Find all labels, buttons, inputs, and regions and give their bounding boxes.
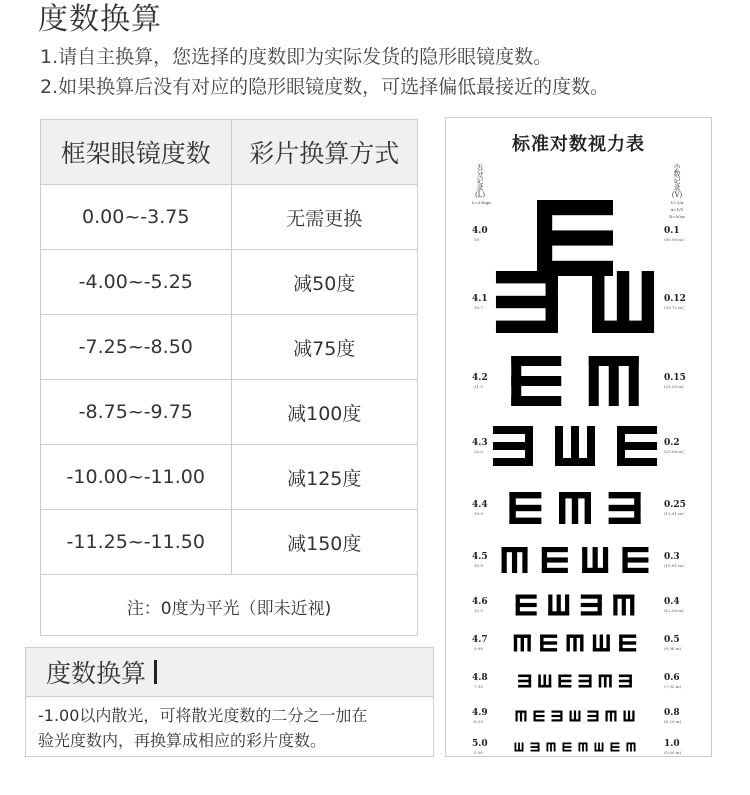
right-acuity-value: 0.2 [664,438,680,448]
optotype-stroke [629,356,639,406]
optotype-m-icon [567,635,584,652]
table-row [41,185,417,250]
optotype-m-icon [589,356,639,406]
right-acuity-sub: (6.29 m) [664,719,682,724]
optotype-stroke [540,635,557,638]
right-acuity-sub: (39.72 m) [664,305,684,310]
left-header-formula: L=5-logα [472,200,491,205]
optotype-stroke [538,675,541,688]
optotype-m-icon [579,743,588,752]
astigmatism-line-1: -1.00以内散光，可将散光度数的二分之一加在 [38,706,368,725]
optotype-stroke [522,743,524,752]
note-line-1: 1.请自主换算，您选择的度数即为实际发货的隐形眼镜度数。 [40,46,553,68]
left-acuity-value: 4.7 [472,635,488,645]
left-header-char: 录 [476,184,484,192]
right-header-char: 数 [673,170,681,178]
optotype-stroke [593,635,596,652]
optotype-m-icon [613,595,634,616]
optotype-stroke [516,711,518,722]
left-header-char: 记 [476,177,484,185]
optotype-stroke [549,675,552,688]
optotype-w-icon [624,711,635,722]
heading-bar-decoration [154,660,157,684]
header-conversion-method: 彩片换算方式 [249,139,400,168]
right-acuity-sub: (25.06 m) [664,449,684,454]
optotype-stroke [622,568,648,573]
eye-chart [445,117,712,757]
optotype-stroke [619,641,636,644]
optotype-stroke [565,595,569,616]
left-header-char: 五 [476,163,484,171]
optotype-stroke [614,711,616,722]
optotype-stroke [588,719,599,721]
left-acuity-sub: 12.5 [474,608,483,613]
optotype-stroke [581,611,602,615]
cell-range: -10.00~-11.00 [41,445,232,509]
optotype-stroke [628,711,630,722]
optotype-stroke [602,743,604,752]
left-acuity-sub: 15.8 [474,563,483,568]
optotype-stroke [493,426,533,434]
optotype-stroke [622,557,648,562]
right-acuity-sub: (31.55 m) [664,384,684,389]
optotype-stroke [606,711,608,722]
optotype-stroke [624,711,626,722]
optotype-stroke [582,547,587,573]
right-acuity-value: 0.4 [664,597,680,607]
optotype-stroke [630,595,634,616]
right-acuity-value: 0.12 [664,294,686,304]
left-acuity-value: 4.9 [472,708,488,718]
optotype-stroke [572,492,578,524]
right-acuity-sub: (12.56 m) [664,608,684,613]
optotype-stroke [515,743,517,752]
optotype-stroke [619,635,636,638]
optotype-stroke [588,711,599,713]
optotype-stroke [552,719,563,721]
left-acuity-sub: 50 [474,237,480,242]
right-acuity-sub: (7.92 m) [664,684,682,689]
optotype-stroke [611,746,620,748]
cell-range: -4.00~-5.25 [41,250,232,314]
optotype-stroke [613,595,617,616]
table-header [41,120,417,185]
optotype-three-icon [588,711,599,722]
astigmatism-line-2: 验光度数内，再换算成相应的彩片度数。 [38,731,327,750]
optotype-three-icon [581,595,602,616]
optotype-stroke [511,376,561,386]
optotype-stroke [606,635,609,652]
optotype-stroke [571,426,579,466]
optotype-stroke [563,746,572,748]
left-acuity-sub: 6.29 [474,719,483,724]
optotype-three-icon [493,426,533,466]
optotype-m-icon [559,492,591,524]
optotype-stroke [509,505,541,511]
optotype-stroke [609,505,641,511]
optotype-stroke [600,635,603,652]
optotype-stroke [585,492,591,524]
optotype-w-icon [582,547,608,573]
optotype-three-icon [531,743,540,752]
optotype-stroke [634,743,636,752]
table-row [41,315,417,380]
optotype-three-icon [579,675,592,688]
optotype-stroke [558,675,571,678]
optotype-stroke [622,595,626,616]
optotype-stroke [540,641,557,644]
right-header-char: 小 [673,163,681,171]
optotype-stroke [547,743,549,752]
right-acuity-value: 0.6 [664,673,680,683]
optotype-stroke [630,743,632,752]
optotype-stroke [570,711,572,722]
optotype-stroke [518,685,531,688]
optotype-stroke [617,426,657,434]
optotype-stroke [627,743,629,752]
optotype-stroke [599,675,602,688]
optotype-stroke [586,743,588,752]
optotype-e-icon [540,635,557,652]
optotype-stroke [534,711,545,713]
optotype-e-icon [611,743,620,752]
optotype-stroke [518,675,531,678]
optotype-stroke [493,442,533,450]
optotype-three-icon [518,675,531,688]
optotype-stroke [534,715,545,717]
optotype-stroke [598,743,600,752]
cell-method: 减125度 [287,467,362,490]
optotype-stroke [558,685,571,688]
page-title: 度数换算 [38,2,162,37]
table-row [41,250,417,315]
optotype-stroke [548,595,552,616]
optotype-stroke [514,635,517,652]
optotype-stroke [531,743,540,745]
optotype-stroke [580,635,583,652]
astigmatism-box [25,647,434,757]
optotype-stroke [516,603,537,607]
optotype-e-icon [563,743,572,752]
left-acuity-sub: 25.0 [474,449,483,454]
note-line-2: 2.如果换算后没有对应的隐形眼镜度数，可选择偏低最接近的度数。 [40,76,610,98]
optotype-stroke [493,458,533,466]
optotype-stroke [518,680,531,683]
optotype-w-icon [548,595,569,616]
optotype-stroke [540,648,557,651]
right-acuity-sub: (15.81 m) [664,563,684,568]
astigmatism-heading-text: 度数换算 [46,659,147,688]
optotype-w-icon [555,426,595,466]
optotype-stroke [581,603,602,607]
left-acuity-value: 5.0 [472,739,488,749]
optotype-stroke [603,547,608,573]
optotype-stroke [496,321,558,333]
left-acuity-value: 4.3 [472,438,488,448]
optotype-stroke [609,675,612,688]
optotype-stroke [578,711,580,722]
optotype-stroke [520,711,522,722]
optotype-three-icon [552,711,563,722]
optotype-stroke [619,675,632,678]
cell-method: 无需更换 [286,207,363,230]
optotype-m-icon [606,711,617,722]
right-header-char: 录 [673,184,681,192]
optotype-stroke [542,547,568,552]
optotype-stroke [622,547,648,552]
optotype-stroke [581,595,602,599]
optotype-stroke [579,675,592,678]
left-acuity-sub: 39.7 [474,305,483,310]
right-header-formula: V=1/α [670,200,684,205]
optotype-three-icon [496,271,558,333]
optotype-stroke [563,750,572,752]
optotype-stroke [617,271,629,333]
optotype-stroke [563,743,572,745]
optotype-layer [446,118,711,756]
optotype-stroke [537,200,613,215]
optotype-w-icon [595,743,604,752]
optotype-stroke [582,743,584,752]
optotype-stroke [552,711,563,713]
left-acuity-value: 4.2 [472,373,488,383]
left-acuity-sub: 5.00 [474,750,483,755]
optotype-stroke [579,685,592,688]
right-acuity-value: 0.25 [664,500,686,510]
optotype-stroke [537,230,613,245]
cell-method: 减50度 [293,272,356,295]
cell-range: 0.00~-3.75 [41,185,232,249]
optotype-m-icon [516,711,527,722]
optotype-stroke [619,680,632,683]
optotype-stroke [511,396,561,406]
conversion-table [40,119,418,636]
optotype-stroke [509,518,541,524]
left-acuity-value: 4.6 [472,597,488,607]
optotype-stroke [555,426,563,466]
left-acuity-sub: 31.5 [474,384,483,389]
optotype-stroke [588,715,599,717]
optotype-e-icon [542,547,568,573]
optotype-stroke [567,635,570,652]
cell-method: 减75度 [293,337,356,360]
right-acuity-sub: (9.98 m) [664,646,682,651]
optotype-stroke [595,743,597,752]
optotype-m-icon [547,743,556,752]
optotype-m-icon [599,675,612,688]
left-acuity-value: 4.4 [472,500,488,510]
optotype-stroke [552,715,563,717]
left-header-char: (L) [474,191,486,199]
optotype-stroke [558,680,571,683]
right-acuity-value: 0.8 [664,708,680,718]
optotype-stroke [610,711,612,722]
optotype-stroke [619,685,632,688]
optotype-stroke [593,547,598,573]
optotype-e-icon [516,595,537,616]
optotype-stroke [521,635,524,652]
optotype-stroke [516,611,537,615]
optotype-stroke [542,568,568,573]
optotype-stroke [509,492,541,498]
right-acuity-value: 1.0 [664,739,680,749]
optotype-e-icon [558,675,571,688]
astigmatism-text [26,697,433,753]
optotype-stroke [617,442,657,450]
optotype-stroke [579,743,581,752]
cell-method: 减150度 [287,532,362,555]
optotype-stroke [579,680,592,683]
optotype-stroke [632,711,634,722]
optotype-stroke [531,746,540,748]
optotype-stroke [574,711,576,722]
right-acuity-value: 0.1 [664,226,680,236]
table-row [41,445,417,510]
table-row [41,380,417,445]
right-acuity-value: 0.15 [664,373,686,383]
optotype-stroke [550,743,552,752]
optotype-stroke [543,675,546,688]
optotype-w-icon [515,743,524,752]
table-footnote: 注：0度为平光（即未近视) [126,598,332,619]
optotype-stroke [502,547,507,573]
right-header-formula: D=50/α [669,214,685,219]
optotype-stroke [604,675,607,688]
optotype-stroke [512,547,517,573]
optotype-e-icon [622,547,648,573]
optotype-stroke [609,518,641,524]
optotype-w-icon [570,711,581,722]
optotype-e-icon [511,356,561,406]
left-acuity-sub: 7.92 [474,684,483,689]
right-acuity-value: 0.3 [664,552,680,562]
optotype-e-icon [534,711,545,722]
optotype-m-icon [502,547,528,573]
right-acuity-value: 0.5 [664,635,680,645]
right-header-char: (V) [671,191,683,199]
optotype-stroke [496,271,558,283]
right-header-formula: α=1/V [670,207,684,212]
optotype-stroke [527,635,530,652]
optotype-stroke [592,271,604,333]
optotype-stroke [554,743,556,752]
optotype-stroke [559,492,565,524]
optotype-w-icon [592,271,654,333]
right-acuity-sub: (50.00 m) [664,237,684,242]
optotype-stroke [642,271,654,333]
optotype-w-icon [538,675,551,688]
optotype-stroke [496,296,558,308]
left-acuity-value: 4.1 [472,294,488,304]
optotype-stroke [531,750,540,752]
optotype-stroke [557,595,561,616]
cell-range: -7.25~-8.50 [41,315,232,379]
cell-range: -11.25~-11.50 [41,510,232,574]
astigmatism-heading [26,648,433,697]
optotype-stroke [619,648,636,651]
optotype-stroke [609,356,619,406]
optotype-w-icon [593,635,610,652]
optotype-stroke [617,458,657,466]
optotype-three-icon [619,675,632,688]
optotype-stroke [573,635,576,652]
right-header-char: 记 [673,177,681,185]
cell-range: -8.75~-9.75 [41,380,232,444]
optotype-stroke [524,711,526,722]
optotype-e-icon [509,492,541,524]
optotype-e-icon [619,635,636,652]
optotype-stroke [534,719,545,721]
table-row [41,510,417,575]
left-acuity-sub: 19.9 [474,511,483,516]
left-header-char: 分 [476,170,484,178]
optotype-stroke [587,426,595,466]
optotype-stroke [522,547,527,573]
optotype-stroke [611,750,620,752]
optotype-m-icon [627,743,636,752]
left-acuity-value: 4.0 [472,226,488,236]
optotype-stroke [609,492,641,498]
left-acuity-value: 4.8 [472,673,488,683]
right-acuity-sub: (19.91 m) [664,511,684,516]
left-acuity-value: 4.5 [472,552,488,562]
optotype-e-icon [537,200,613,276]
left-acuity-sub: 9.98 [474,646,483,651]
cell-method: 减100度 [287,402,362,425]
optotype-stroke [511,356,561,366]
optotype-e-icon [617,426,657,466]
right-acuity-sub: (5.00 m) [664,750,682,755]
optotype-stroke [518,743,520,752]
optotype-stroke [589,356,599,406]
eye-chart-title: 标准对数视力表 [512,134,645,155]
header-frame-glasses: 框架眼镜度数 [41,120,232,184]
optotype-stroke [542,557,568,562]
optotype-three-icon [609,492,641,524]
optotype-stroke [516,595,537,599]
optotype-m-icon [514,635,531,652]
optotype-stroke [611,743,620,745]
